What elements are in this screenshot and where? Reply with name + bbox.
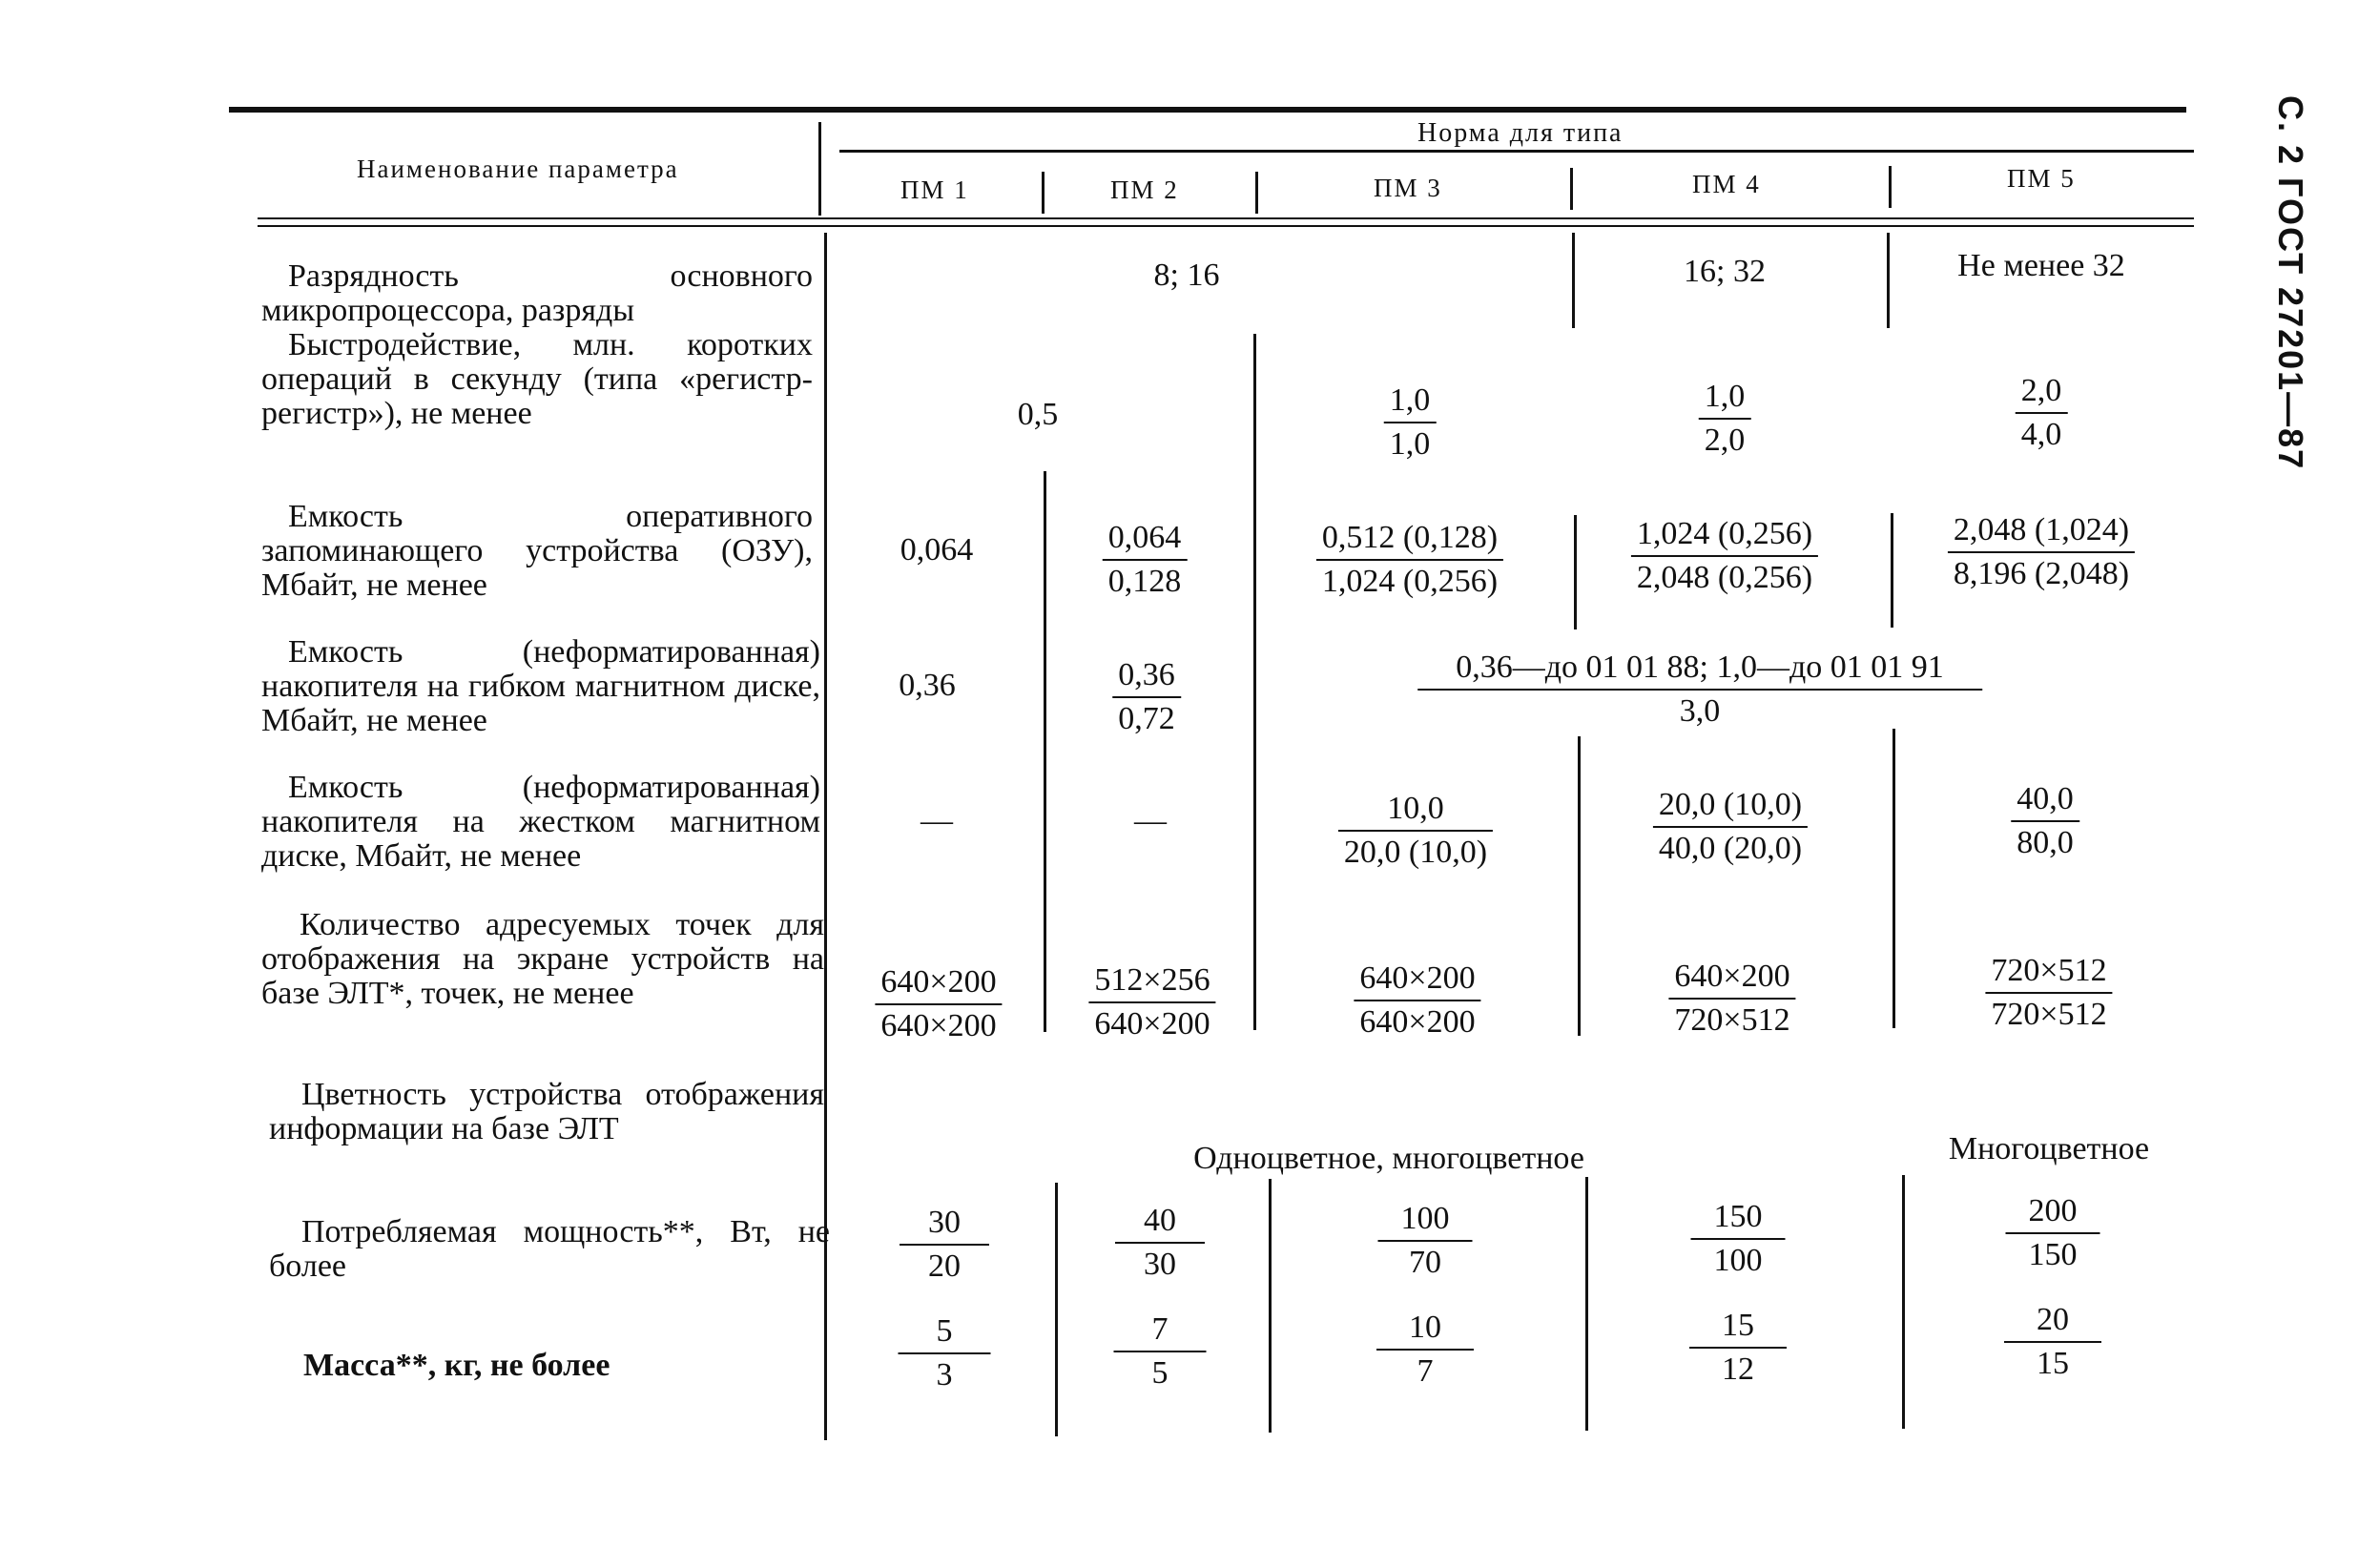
value-r4-pm1: 0,36 — [899, 668, 956, 703]
type-header-pm1: ПМ 1 — [900, 175, 969, 204]
type-header-pm5: ПМ 5 — [2007, 164, 2076, 193]
param-crt-points: Количество адресуемых точек для отображения на экране устройств на базе ЭЛТ*, точек, не менее — [261, 907, 824, 1011]
top-rule — [229, 107, 2186, 113]
value-r8-pm1: $\frac{30}{20}$ — [900, 1204, 989, 1286]
body-rule-r3-pm5 — [1891, 513, 1893, 628]
value-r4-pm3-5: 0,36—до 01 01 88; 1,0—до 01 01 91 3,0 — [1417, 649, 1982, 731]
value-r6-pm2: $\frac{512\times 256}{640\times 200}$ — [1088, 961, 1215, 1043]
value-r6-pm3: $\frac{640\times 200}{640\times 200}$ — [1354, 959, 1480, 1042]
param-column-header: Наименование параметра — [357, 155, 679, 183]
header-sep-4 — [1889, 166, 1892, 208]
body-rule-r3-pm4 — [1574, 515, 1577, 629]
header-bottom-rule-1 — [258, 217, 2194, 219]
param-performance: Быстродействие, млн. коротких операций в секунду (типа «регистр-регистр»), не менее — [261, 327, 813, 431]
type-header-pm2: ПМ 2 — [1110, 175, 1179, 204]
value-r5-pm4: $\frac{20,0 (10,0)}{40,0 (20,0)}$ — [1653, 786, 1808, 868]
value-r2-pm3: $\frac{1,0}{1,0}$ — [1384, 382, 1437, 464]
param-crt-color: Цветность устройства отображения информации на базе ЭЛТ — [269, 1077, 824, 1146]
param-mass: Масса**, кг, не более — [303, 1348, 610, 1383]
value-r2-pm5: $\frac{2,0}{4,0}$ — [2016, 372, 2068, 454]
body-rule-r1-pm4 — [1572, 233, 1575, 328]
value-r3-pm1: 0,064 — [900, 532, 974, 567]
value-r8-pm3: $\frac{100}{70}$ — [1378, 1200, 1473, 1282]
header-sep-1 — [1042, 172, 1045, 214]
value-r5-pm5: $\frac{40,0}{80,0}$ — [2011, 780, 2079, 862]
header-sep-3 — [1570, 168, 1573, 210]
value-r7-pm5: Многоцветное — [1948, 1131, 2150, 1166]
body-rule-r8-pm4 — [1585, 1177, 1588, 1431]
value-r1-pm4: 16; 32 — [1684, 254, 1766, 289]
norm-underline — [839, 150, 2194, 153]
value-r3-pm4: $\frac{1,024 (0,256)}{2,048 (0,256)}$ — [1631, 515, 1818, 597]
value-r2-pm4: $\frac{1,0}{2,0}$ — [1699, 378, 1751, 460]
value-r4-pm2: $\frac{0,36}{0,72}$ — [1112, 656, 1181, 738]
header-vertical-rule — [818, 122, 821, 216]
body-rule-r8-pm5 — [1902, 1175, 1905, 1429]
value-r5-pm1: — — [920, 803, 953, 838]
value-r9-pm2: $\frac{7}{5}$ — [1114, 1310, 1207, 1393]
value-r6-pm4: $\frac{640\times 200}{720\times 512}$ — [1668, 958, 1795, 1040]
value-r8-pm4: $\frac{150}{100}$ — [1691, 1198, 1786, 1280]
param-bit-width: Разрядность основного микропроцессора, разряды — [261, 258, 813, 328]
value-r3-pm3: $\frac{0,512 (0,128)}{1,024 (0,256)}$ — [1316, 519, 1503, 601]
body-rule-r2-pm3 — [1253, 334, 1256, 1030]
value-r9-pm1: $\frac{5}{3}$ — [899, 1312, 991, 1394]
param-power: Потребляемая мощность**, Вт, не более — [269, 1214, 830, 1284]
value-r5-pm2: — — [1134, 803, 1167, 838]
value-r9-pm5: $\frac{20}{15}$ — [2004, 1301, 2101, 1383]
body-rule-r8-pm3 — [1269, 1179, 1272, 1433]
norm-header: Норма для типа — [1417, 118, 1624, 148]
type-header-pm3: ПМ 3 — [1374, 174, 1442, 202]
header-bottom-rule-2 — [258, 225, 2194, 227]
value-r3-pm5: $\frac{2,048 (1,024)}{8,196 (2,048)}$ — [1948, 511, 2135, 593]
value-r7-pm1-4: Одноцветное, многоцветное — [1193, 1141, 1584, 1176]
body-rule-r5-pm5 — [1893, 729, 1895, 1028]
param-floppy-capacity: Емкость (неформатированная) накопителя на гибком магнитном диске, Мбайт, не менее — [261, 634, 820, 738]
value-r9-pm3: $\frac{10}{7}$ — [1376, 1309, 1474, 1391]
param-ram-capacity: Емкость оперативного запоминающего устройства (ОЗУ), Мбайт, не менее — [261, 499, 813, 603]
body-rule-r5-pm4 — [1578, 736, 1581, 1036]
header-sep-2 — [1255, 172, 1258, 214]
body-rule-r3-pm2 — [1044, 471, 1046, 1032]
value-r1-pm1-3: 8; 16 — [1153, 258, 1220, 293]
param-hdd-capacity: Емкость (неформатированная) накопителя на жестком магнитном диске, Мбайт, не менее — [261, 770, 820, 874]
value-r1-pm5: Не менее 32 — [1957, 248, 2125, 283]
value-r8-pm5: $\frac{200}{150}$ — [2006, 1192, 2100, 1274]
value-r5-pm3: $\frac{10,0}{20,0 (10,0)}$ — [1338, 790, 1493, 872]
value-r6-pm5: $\frac{720\times 512}{720\times 512}$ — [1985, 952, 2112, 1034]
body-rule-r8-pm2 — [1055, 1183, 1058, 1436]
value-r6-pm1: $\frac{640\times 200}{640\times 200}$ — [875, 963, 1002, 1045]
value-r8-pm2: $\frac{40}{30}$ — [1115, 1202, 1205, 1284]
value-r9-pm4: $\frac{15}{12}$ — [1689, 1307, 1787, 1389]
value-r2-pm1-2: 0,5 — [1017, 397, 1059, 432]
value-r3-pm2: $\frac{0,064}{0,128}$ — [1103, 519, 1188, 601]
body-rule-r1-pm5 — [1887, 233, 1890, 328]
page-header-side: С. 2 ГОСТ 27201—87 — [2271, 95, 2310, 471]
type-header-pm4: ПМ 4 — [1692, 170, 1761, 198]
